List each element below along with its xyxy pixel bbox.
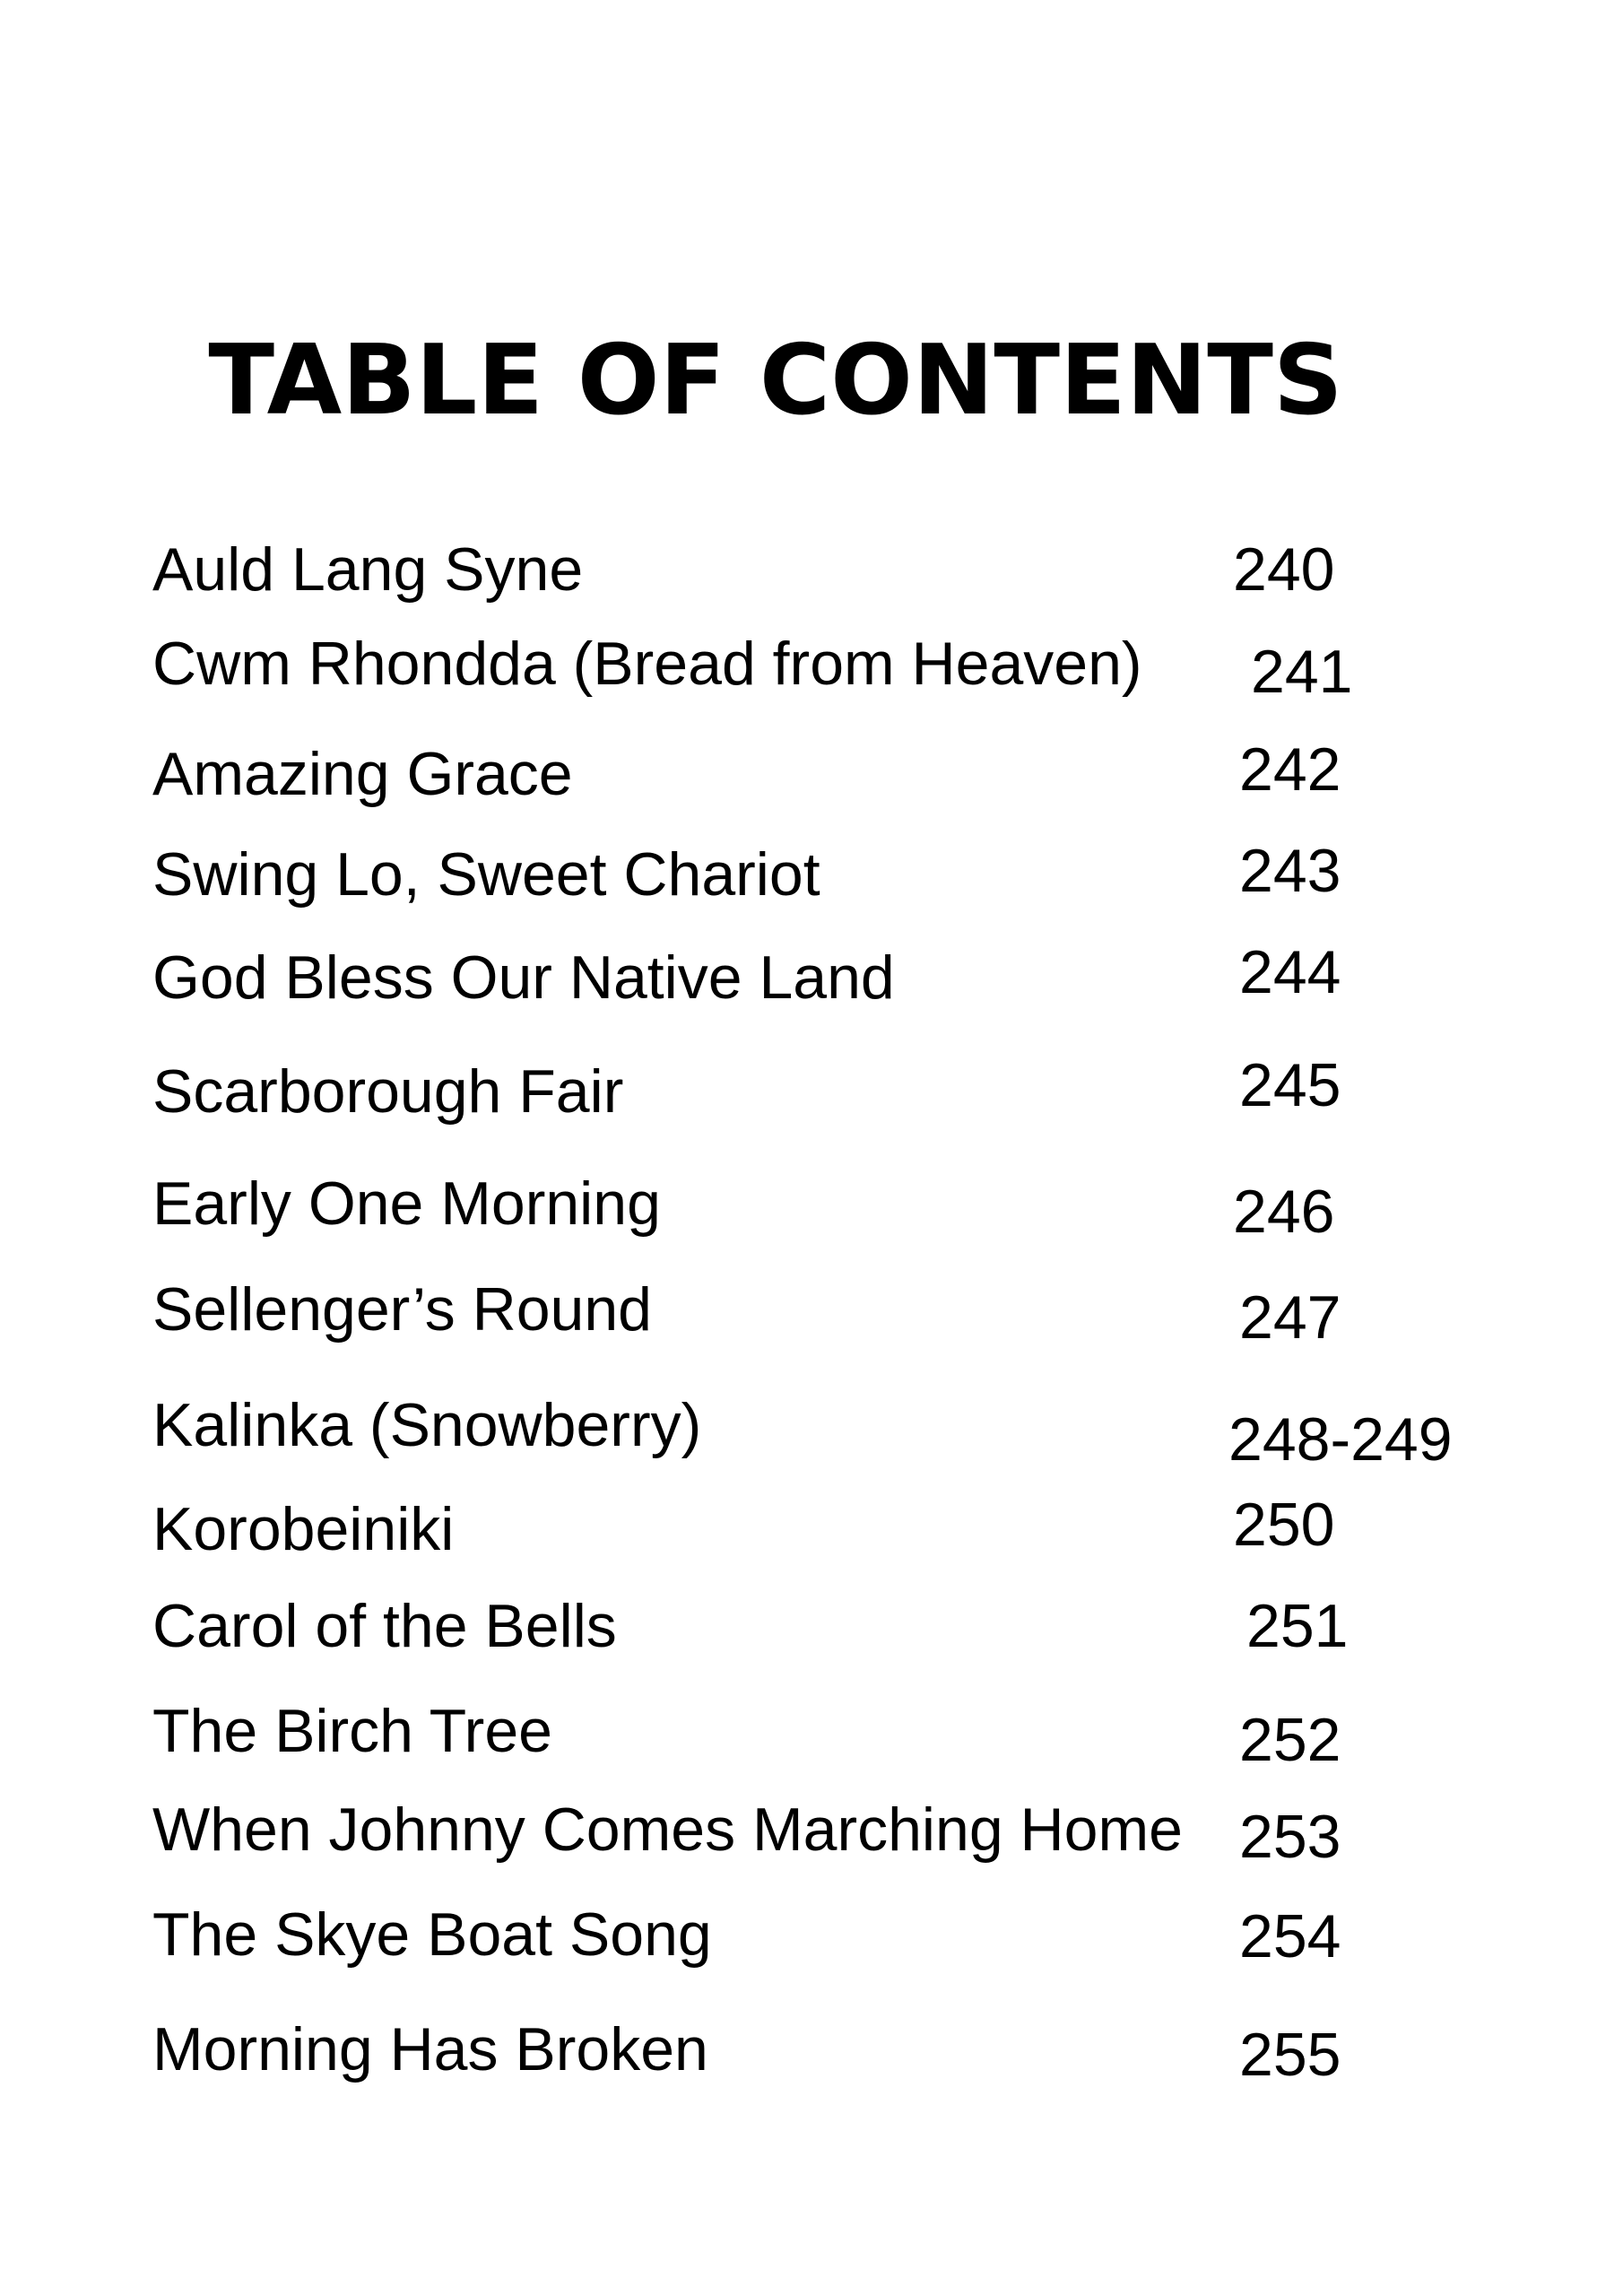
entry-title: Swing Lo, Sweet Chariot [152,840,820,909]
entry-title: Sellenger’s Round [152,1275,652,1344]
entry-page-number: 246 [1233,1178,1335,1246]
entry-title: Scarborough Fair [152,1057,624,1126]
entry-page-number: 247 [1239,1283,1341,1352]
entry-title: Early One Morning [152,1170,661,1238]
entry-title: The Birch Tree [152,1697,552,1765]
entry-page-number: 248-249 [1228,1405,1453,1474]
entry-title: Cwm Rhondda (Bread from Heaven) [152,630,1142,698]
entry-page-number: 253 [1239,1803,1341,1871]
entry-title: Carol of the Bells [152,1592,617,1660]
entry-title: When Johnny Comes Marching Home [152,1796,1183,1864]
entry-title: God Bless Our Native Land [152,944,895,1012]
entry-page-number: 243 [1239,837,1341,905]
entry-page-number: 244 [1239,938,1341,1006]
page-title: TABLE OF CONTENTS [208,325,1343,437]
entry-page-number: 240 [1233,535,1335,604]
entry-page-number: 250 [1233,1491,1335,1559]
entry-page-number: 254 [1239,1902,1341,1970]
entry-page-number: 241 [1251,638,1353,706]
entry-title: Amazing Grace [152,740,573,808]
entry-page-number: 245 [1239,1051,1341,1119]
entry-title: Korobeiniki [152,1495,455,1563]
entry-page-number: 242 [1239,735,1341,804]
entry-title: The Skye Boat Song [152,1900,712,1969]
entry-page-number: 255 [1239,2021,1341,2089]
entry-title: Morning Has Broken [152,2015,708,2083]
entry-title: Kalinka (Snowberry) [152,1391,702,1459]
entry-title: Auld Lang Syne [152,535,584,604]
entry-page-number: 251 [1246,1592,1349,1660]
entry-page-number: 252 [1239,1706,1341,1774]
